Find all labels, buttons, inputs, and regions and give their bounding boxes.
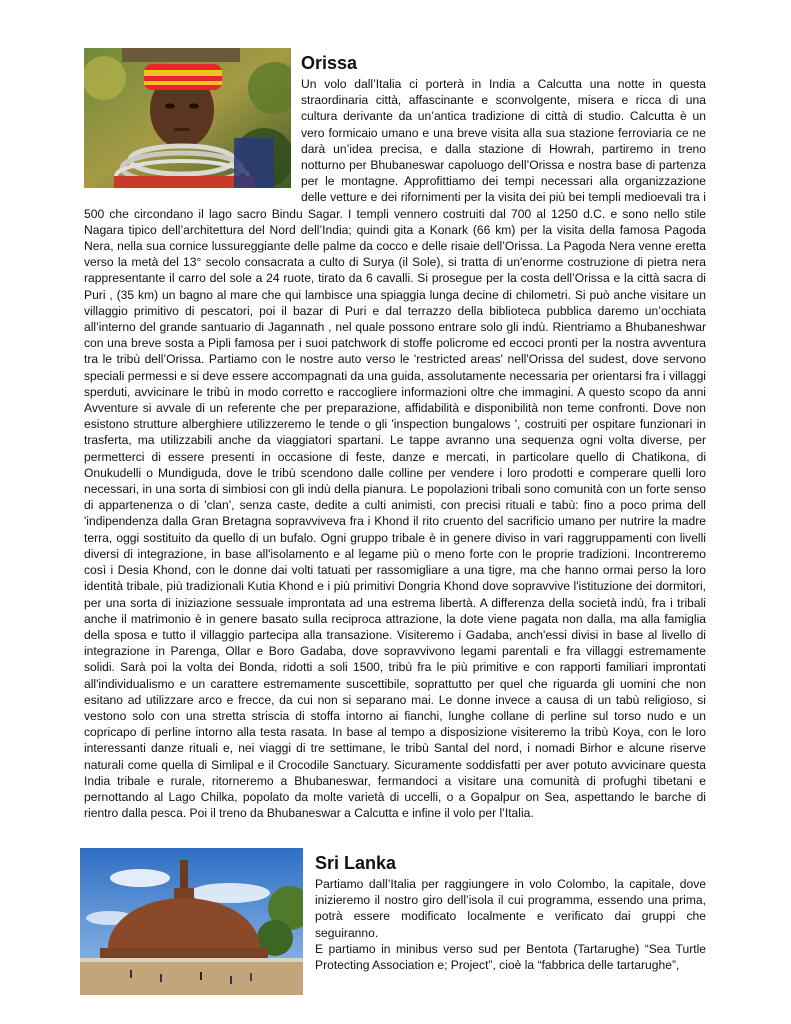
section-body-orissa: Un volo dall’Italia ci porterà in India a Calcutta una notte in questa straordinaria città, affascinante e sconvolgente, misera e ricca di una cultura derivante da un’antica tradizione di città di studio. Calcutta è un vero formicaio umano e una breve visita alla sua stazione ferroviaria ce ne darà un’idea precisa, e dalla stazione di Howrah, partiremo in treno notturno per Bhubaneswar capoluogo dell’Orissa e nostra base di partenza per le montagne. Approfittiamo dei tempi necessari alla organizzazione delle vetture e dei rifornimenti per la visita dei più bei templi medioevali tra i 500 che circondano il lago sacro Bindu Sagar. I templi vennero costruiti dal 700 al 1250 d.C. e sono nello stile Nagara tipico dell’architettura del Nord dell’India; quindi gita a Konark (66 km) per la visita della famosa Pagoda Nera, nella sua cornice lussureggiante delle palme da cocco e delle risaie dell’Orissa. La Pagoda Nera venne eretta verso la metà del 13° secolo consacrata a culto di Surya (il Sole), si tratta di un'enorme costruzione di pietra nera rappresentante il carro del sole a 24 ruote, tirato da 6 cavalli. Si prosegue per la costa dell’Orissa e la città sacra di Puri , (35 km) un bagno al mare che qui lambisce una spiaggia lunga decine di chilometri. Si può anche visitare un villaggio primitivo di pescatori, poi il bazar di Puri e dal terrazzo della biblioteca pubblica daremo un’occhiata all’interno del grande santuario di Jagannath , nel quale possono entrare solo gli indù. Rientriamo a Bhubaneshwar con una breve sosta a Pipli famosa per i suoi patchwork di stoffe policrome ed eccoci pronti per la nostra avventura tra le tribù dell’Orissa. Partiamo con le nostre auto verso le 'restricted areas' nell'Orissa del sudest, dove servono speciali permessi e si deve essere accompagnati da una guida, assolutamente necessaria per orientarsi fra i villaggi sperduti, avvicinare le tribù in modo corretto e raccogliere informazioni oltre che immagini. A questo scopo da anni Avventure si avvale di un referente che per preparazione, affidabilità e disponibilità non teme confronti. Dove non esistono strutture alberghiere utilizzeremo le tende o gli 'inspection bungalows ', costruiti per ospitare funzionari in trasferta, ma utilizzabili anche da viaggiatori spartani. Le tappe avranno una sequenza ogni volta diverse, per permetterci di essere presenti in occasione di feste, danze e mercati, in particolare quello di Chatikona, di Onukudelli o Mundiguda, dove le tribù scendono dalle colline per vendere i loro prodotti e comperare quelli loro necessari, in una sorta di simbiosi con gli indù della pianura. Le popolazioni tribali sono comunità con un forte senso di appartenenza o di 'clan', senza caste, dedite a culti animisti, con precisi rituali e tabù: fino a poco prima dell 'indipendenza dalla Gran Bretagna sopravviveva fra i Khond il rito cruento del sacrificio umano per nutrire la madre terra, oggi sostituito da quello di un bufalo. Ogni gruppo tribale è in genere diviso in vari raggruppamenti con livelli diversi di integrazione, in base all'isolamento e al legame più o meno forte con le proprie tradizioni. Incontreremo così i Desia Khond, con le donne dai volti tatuati per rassomigliare a una tigre, ma che hanno ormai perso la loro identità tribale, più tradizionali Kutia Khond e i più primitivi Dongria Khond dove sopravvive l'istituzione dei dormitori, per una sorta di iniziazione sessuale improntata ad una estrema libertà. A differenza della società indù, fra i tribali anche il matrimonio è in genere basato sulla reciproca attrazione, la dote viene pagata non dalla, ma alla famiglia della sposa e tutto il villaggio partecipa alla transazione. Visiteremo i Gadaba, anch'essi divisi in base al livello di integrazione in Parenga, Ollar e Boro Gadaba, dove sopravvivono legami parentali e fra villaggi estremamente solidi. Sarà poi la volta dei Bonda, ridotti a soli 1500, tribù fra le più primitive e con rapporti familiari improntati all'individualismo e un carattere estremamente suscettibile, soprattutto per quel che riguarda gli uomini che non esitano ad utilizzare arco e frecce, da cui non si separano mai. Le donne invece a causa di un tabù religioso, si vestono solo con una stretta striscia di stoffa intorno ai fianchi, lunghe collane di perline sul torso nudo e un copricapo di perline intorno alla testa rasata. In base al tempo a disposizione visiteremo la tribù Koya, con le loro interessanti danze rituali e, nei viaggi di tre settimane, le tribù Santal del nord, i nomadi Birhor e alcune riserve naturali come quella di Simlipal e il Crocodile Sanctuary. Sicuramente soddisfatti per aver potuto avvicinare questa India tribale e rurale, ritorneremo a Bhubaneswar, fermandoci a visitare una comunità di profughi tibetani e pernottando al Lago Chilka, popolato da molte varietà di uccelli, o a Gopalpur on Sea, aspettando le barche di rientro dalla pesca. Poi il treno da Bhubaneswar a Calcutta e infine il volo per l’Italia. — [84, 77, 706, 821]
section-orissa — [84, 48, 706, 821]
section-title-srilanka: Sri Lanka — [315, 853, 397, 873]
section-title-orissa: Orissa — [301, 53, 358, 73]
stupa-photo — [80, 848, 303, 995]
section-body-srilanka: Partiamo dall’Italia per raggiungere in volo Colombo, la capitale, dove inizieremo il nostro giro dell’isola il cui programma, essendo una prima, potrà essere modificato localmente e verificato dai gruppi che seguiranno. E partiamo in minibus verso sud per Bentota (Tartarughe) “Sea Turtle Protecting Association e; Project”, cioè la “fabbrica delle tartarughe”, — [315, 877, 706, 973]
section-srilanka — [84, 848, 706, 999]
tribal-woman-photo — [84, 48, 291, 188]
